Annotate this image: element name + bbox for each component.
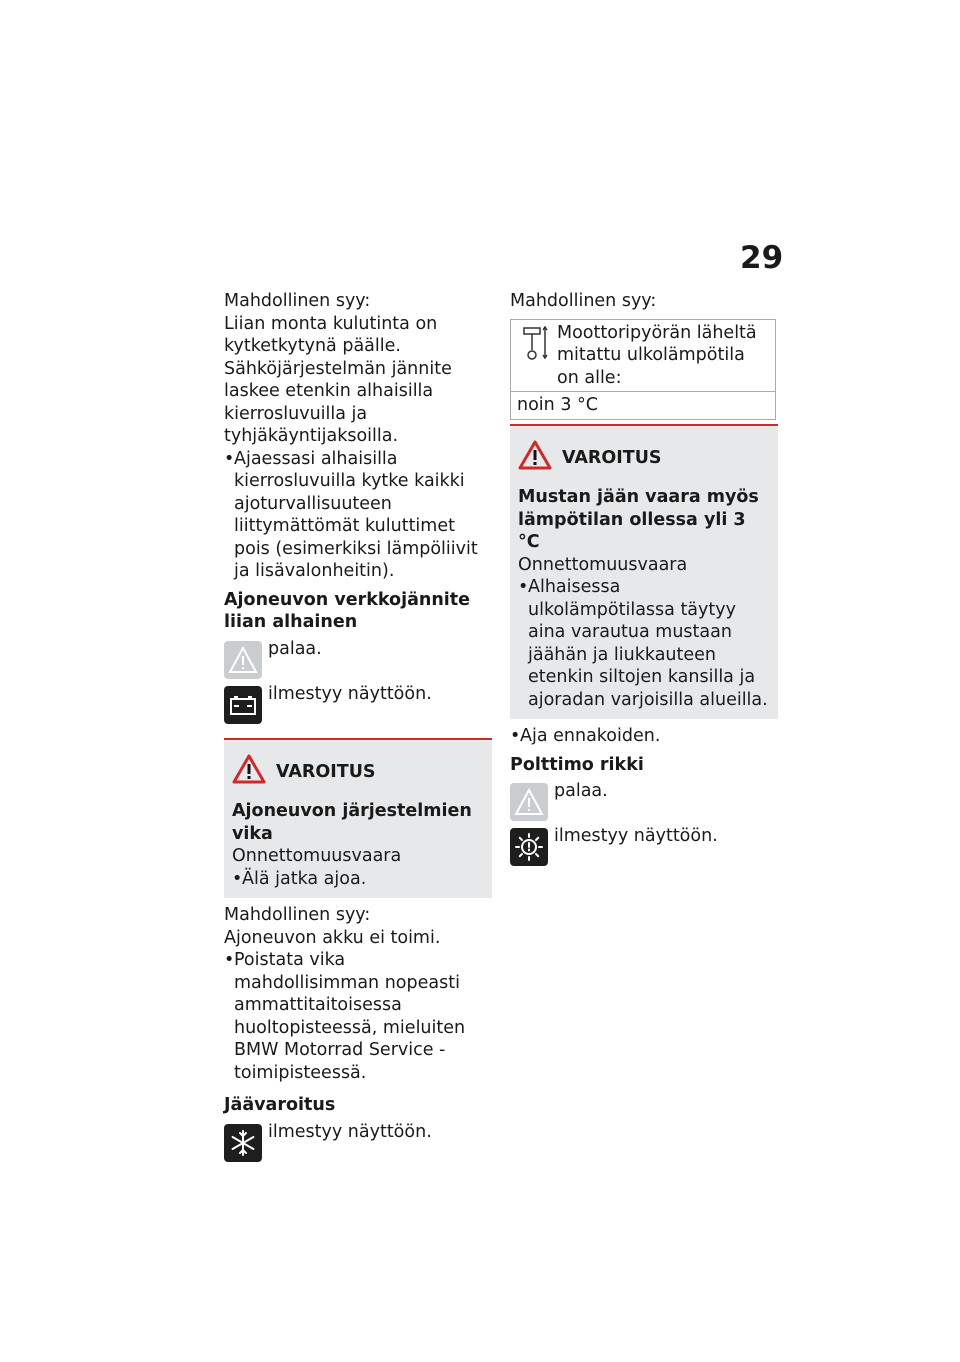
indicator-row: [510, 825, 778, 866]
snowflake-icon: [224, 1124, 262, 1162]
general-warning-icon: [224, 641, 262, 679]
bullet-item: [510, 725, 778, 748]
indicator-row: [224, 1121, 492, 1162]
voltage-heading: Ajoneuvon verkkojännite liian alhainen: [224, 589, 471, 632]
table-cell: [511, 319, 776, 392]
warning-title: VAROITUS: [276, 761, 376, 782]
left-column: [224, 290, 492, 1162]
warning-box: [224, 738, 492, 899]
cause-label: Mahdollinen syy:: [510, 291, 657, 311]
bullet-dot: •: [518, 577, 529, 597]
table-cell: noin 3 °C: [511, 392, 776, 420]
warning-heading: Mustan jään vaara myös lämpötilan ollessa yli 3 °C: [518, 487, 759, 552]
indicator-row: [224, 638, 492, 679]
bulb-heading: Polttimo rikki: [510, 754, 644, 775]
indicator-text: ilmestyy näyttöön.: [268, 1121, 432, 1142]
cause-text: Ajoneuvon akku ei toimi.: [224, 927, 441, 948]
warning-title: VAROITUS: [562, 447, 662, 468]
warning-header: [232, 754, 484, 791]
bullet-text: Ajaessasi alhaisilla kierrosluvuilla kytke kaikki ajoturvallisuuteen liittymättömät kuluttimet pois (esimerkiksi lämpöliivit ja lisävalonheitin).: [234, 448, 478, 581]
warning-triangle-icon: [518, 440, 552, 477]
general-warning-icon: [510, 783, 548, 821]
bullet-dot: •: [224, 448, 235, 469]
bulb-failure-icon: [510, 828, 548, 866]
cause-label: Mahdollinen syy:: [224, 905, 371, 925]
bullet-text: Poistata vika mahdollisimman nopeasti ammattitaitoisessa huoltopisteessä, mieluiten BMW Motorrad Service -toimipisteessä.: [234, 950, 466, 1083]
warning-box: [510, 424, 778, 720]
bullet-item: [232, 868, 484, 891]
page-number: 29: [740, 240, 784, 276]
thermometer-icon: [521, 324, 549, 369]
ice-heading: Jäävaroitus: [224, 1095, 336, 1115]
cause-text: Liian monta kulutinta on kytketkytynä päälle. Sähköjärjestelmän jännite laskee etenkin alhaisilla kierrosluvuilla ja tyhjäkäyntijaksoilla.: [224, 313, 452, 446]
table-row: [511, 319, 776, 392]
bullet-dot: •: [510, 726, 521, 746]
cause-label: Mahdollinen syy:: [224, 291, 371, 311]
table-text: Moottoripyörän läheltä mitattu ulkolämpötila on alle:: [557, 322, 757, 388]
warning-triangle-icon: [232, 754, 266, 791]
warning-subtitle: Onnettomuusvaara: [232, 846, 402, 866]
indicator-row: [510, 780, 778, 821]
indicator-text: ilmestyy näyttöön.: [268, 683, 432, 704]
table-row: [511, 392, 776, 420]
warning-heading: Ajoneuvon järjestelmien vika: [232, 801, 472, 844]
bullet-item: [518, 576, 770, 711]
warning-header: [518, 440, 770, 477]
battery-icon: [224, 686, 262, 724]
bullet-item: [224, 448, 492, 583]
warning-subtitle: Onnettomuusvaara: [518, 554, 688, 575]
bullet-dot: •: [232, 868, 243, 889]
bullet-text: Alhaisessa ulkolämpötilassa täytyy aina varautua mustaan jäähän ja liukkauteen etenkin siltojen kansilla ja ajoradan varjoisilla alueilla.: [528, 577, 768, 710]
bullet-dot: •: [224, 950, 235, 970]
bullet-text: Älä jatka ajoa.: [242, 868, 367, 889]
bullet-text: Aja ennakoiden.: [520, 726, 661, 746]
bullet-item: [224, 949, 492, 1084]
indicator-text: palaa.: [268, 638, 322, 659]
right-column: [510, 290, 778, 866]
indicator-row: [224, 683, 492, 724]
indicator-text: ilmestyy näyttöön.: [554, 826, 718, 846]
indicator-text: palaa.: [554, 781, 608, 801]
temperature-table: [510, 319, 776, 420]
